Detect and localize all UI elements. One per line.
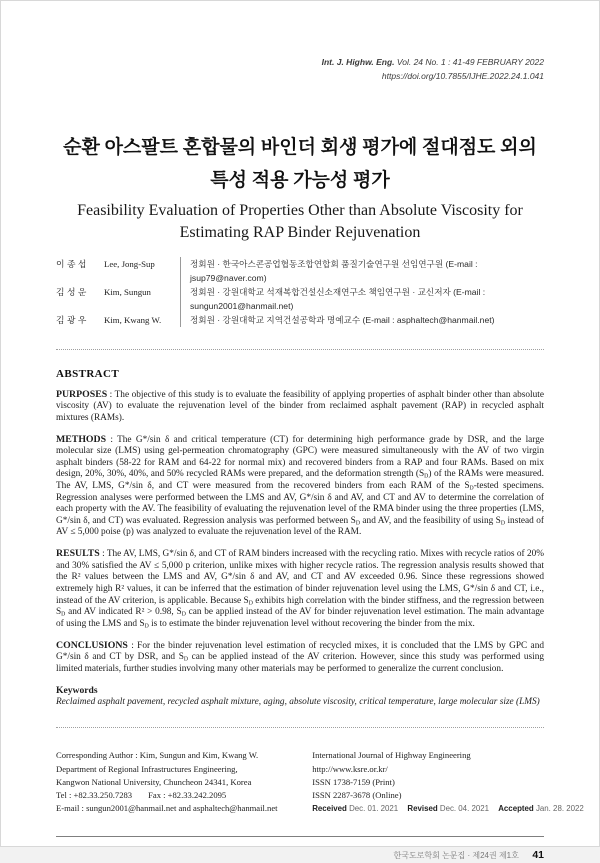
abstract-section-label: METHODS bbox=[56, 433, 107, 445]
email-line: E-mail : sungun2001@hanmail.net and asphaltech@hanmail.net bbox=[56, 803, 278, 814]
issn-print: ISSN 1738-7159 (Print) bbox=[312, 776, 395, 787]
abstract-section-label: PURPOSES bbox=[56, 388, 108, 400]
revised-date: Dec. 04. 2021 bbox=[439, 804, 490, 814]
author-name-english: Lee, Jong-Sup bbox=[104, 259, 155, 269]
page-number: 41 bbox=[532, 849, 544, 862]
author-row bbox=[56, 257, 544, 285]
page-footer-bar bbox=[56, 845, 544, 863]
abstract-section-label: RESULTS bbox=[56, 548, 100, 560]
abstract-methods bbox=[56, 434, 544, 539]
author-name-english: Kim, Kwang W. bbox=[104, 315, 162, 325]
footer-rule bbox=[56, 836, 544, 837]
revised-label: Revised bbox=[407, 804, 438, 814]
journal-issue-line bbox=[56, 56, 544, 70]
fax-number: Fax : +82.33.242.2095 bbox=[148, 789, 227, 800]
abstract-heading: ABSTRACT bbox=[56, 368, 120, 380]
journal-issue-info: Vol. 24 No. 1 : 41-49 FEBRUARY 2022 bbox=[396, 57, 544, 67]
journal-url: http://www.ksre.or.kr/ bbox=[312, 763, 388, 774]
paper-title-english-line2: Estimating RAP Binder Rejuvenation bbox=[179, 224, 421, 241]
corresponding-author-line: Corresponding Author : Kim, Sungun and Kim, Kwang W. bbox=[56, 750, 259, 761]
received-date: Dec. 01. 2021 bbox=[349, 804, 399, 814]
abstract-section-text: : The AV, LMS, G*/sin δ, and CT of RAM binders increased with the recycling ratio. Mixes with recycle ratios of 20% and 30% satisfied the AV ≤ 5,000 p criterion, unlike mixes with higher recycle ratios. The regression analysis results showed that the R² values between the LMS and AV, G*/sin δ and AV, and CT and AV exceeded 0.96. Since these regressions showed extremely high R² values, it can be inferred that the estimation of binder rejuvenation level using the LMS, G*/sin δ and CT, i.e., instead of the AV criterion, is applicable. Because $S_D$ exhibits high correlation with the binder stiffness, and the regression between $S_D$ and AV indicated R² > 0.98, $S_D$ can be applied instead of the AV for binder rejuvenation level estimation. The main advantage of using the LMS and $S_D$ is to estimate the binder rejuvenation level without recovering the binder from the mix. bbox=[56, 549, 544, 630]
author-row bbox=[56, 285, 544, 313]
journal-abbreviation: Int. J. Highw. Eng. bbox=[321, 57, 395, 67]
journal-header bbox=[56, 56, 544, 83]
abstract-section-text: : For the binder rejuvenation level estimation of recycled mixes, it is concluded that the LMS by GPC and G*/sin δ and CT by DSR, and $S_D$ can be applied instead of the AV criterion. However, since this study was performed using limited materials, further studies involving many other materials may be performed to generalize the current conclusion. bbox=[56, 640, 544, 674]
dotted-divider-bottom bbox=[56, 727, 544, 728]
abstract-purposes bbox=[56, 389, 544, 425]
paper-title-korean bbox=[56, 131, 544, 197]
university-line: Kangwon National University, Chuncheon 24341, Korea bbox=[56, 776, 252, 787]
doi-link: https://doi.org/10.7855/IJHE.2022.24.1.041 bbox=[381, 70, 544, 81]
issn-online: ISSN 2287-3678 (Online) bbox=[312, 789, 402, 800]
author-affiliation: 정회원 · 한국아스콘공업협동조합연합회 품질기술연구원 선임연구원 (E-mail : jsup79@naver.com) bbox=[180, 257, 544, 285]
abstract-results bbox=[56, 548, 544, 630]
paper-title-korean-line2: 특성 적용 가능성 평가 bbox=[210, 170, 390, 191]
abstract-section-text: : The objective of this study is to evaluate the feasibility of applying properties of asphalt binder other than absolute viscosity (AV) to evaluate the rejuvenation level of the binder from reclaimed asphalt pavement (RAP) in recycled asphalt mixtures (RAMs). bbox=[56, 389, 544, 423]
paper-title-english-line1: Feasibility Evaluation of Properties Other than Absolute Viscosity for bbox=[77, 202, 523, 219]
author-name-korean: 김 광 우 bbox=[56, 315, 87, 325]
author-affiliation: 정회원 · 강원대학교 석재복합건설신소재연구소 책임연구원 · 교신저자 (E-mail : sungun2001@hanmail.net) bbox=[180, 285, 544, 313]
author-name-english: Kim, Sungun bbox=[104, 287, 151, 297]
keywords-heading: Keywords bbox=[56, 684, 98, 696]
journal-name-korean: 한국도로학회 논문집 · 제24권 제1호 bbox=[393, 851, 519, 861]
footer-journal-block bbox=[312, 749, 584, 815]
tel-fax-line bbox=[56, 789, 288, 802]
keywords-text: Reclaimed asphalt pavement, recycled asphalt mixture, aging, absolute viscosity, critical temperature, large molecular size (LMS) bbox=[56, 696, 540, 707]
dotted-divider-top bbox=[56, 349, 544, 350]
author-name-korean: 김 성 운 bbox=[56, 287, 87, 297]
paper-title-english bbox=[56, 200, 544, 244]
department-line: Department of Regional Infrastructures Engineering, bbox=[56, 763, 238, 774]
paper-title-korean-line1: 순환 아스팔트 혼합물의 바인더 회생 평가에 절대점도 외의 bbox=[63, 137, 537, 158]
accepted-date: Jan. 28. 2022 bbox=[535, 804, 584, 814]
tel-number: Tel : +82.33.250.7283 bbox=[56, 789, 133, 800]
submission-dates-line bbox=[312, 802, 584, 815]
received-label: Received bbox=[312, 804, 347, 814]
author-list bbox=[56, 257, 544, 327]
author-name-korean: 이 종 섭 bbox=[56, 259, 87, 269]
abstract-section-label: CONCLUSIONS bbox=[56, 639, 128, 651]
accepted-label: Accepted bbox=[498, 804, 534, 814]
abstract-section-text: : The G*/sin δ and critical temperature (CT) for determining high performance grade by DSR, and the large molecular size (LMS) using gel-permeation chromatography (GPC) were measured simultaneously with the AV of two virgin asphalt binders (58-22 for RAM and 64-22 for normal mix) and recovered binders from a RAP and four RAMs. Based on mix design, 20%, 30%, 40%, and 50% recycled RAMs were prepared, and the deformation strength $(S_D)$ of the RAMs were measured. The AV, LMS, G*/sin δ, and CT were measured from the recovered binders from each RAM of the $S_D$-tested specimens. Regression analyses were performed between the LMS and AV, G*/sin δ and AV, and CT and AV to determine the correlation of each property with the AV. The feasibility of evaluating the rejuvenation level of the RMA binder using the three properties (LMS, G*/sin δ, and CT) was evaluated. Regression analysis was performed between $S_D$ and AV, and the feasibility of using $S_D$ instead of AV ≤ 5,000 poise (p) was analyzed to evaluate the rejuvenation level of the RAM. bbox=[56, 434, 545, 538]
author-row bbox=[56, 313, 544, 327]
footer bbox=[56, 749, 584, 815]
journal-full-name: International Journal of Highway Engineering bbox=[312, 750, 471, 761]
footer-corresponding-block bbox=[56, 749, 288, 815]
author-affiliation: 정회원 · 강원대학교 지역건설공학과 명예교수 (E-mail : asphaltech@hanmail.net) bbox=[180, 313, 544, 327]
abstract-conclusions bbox=[56, 640, 544, 676]
